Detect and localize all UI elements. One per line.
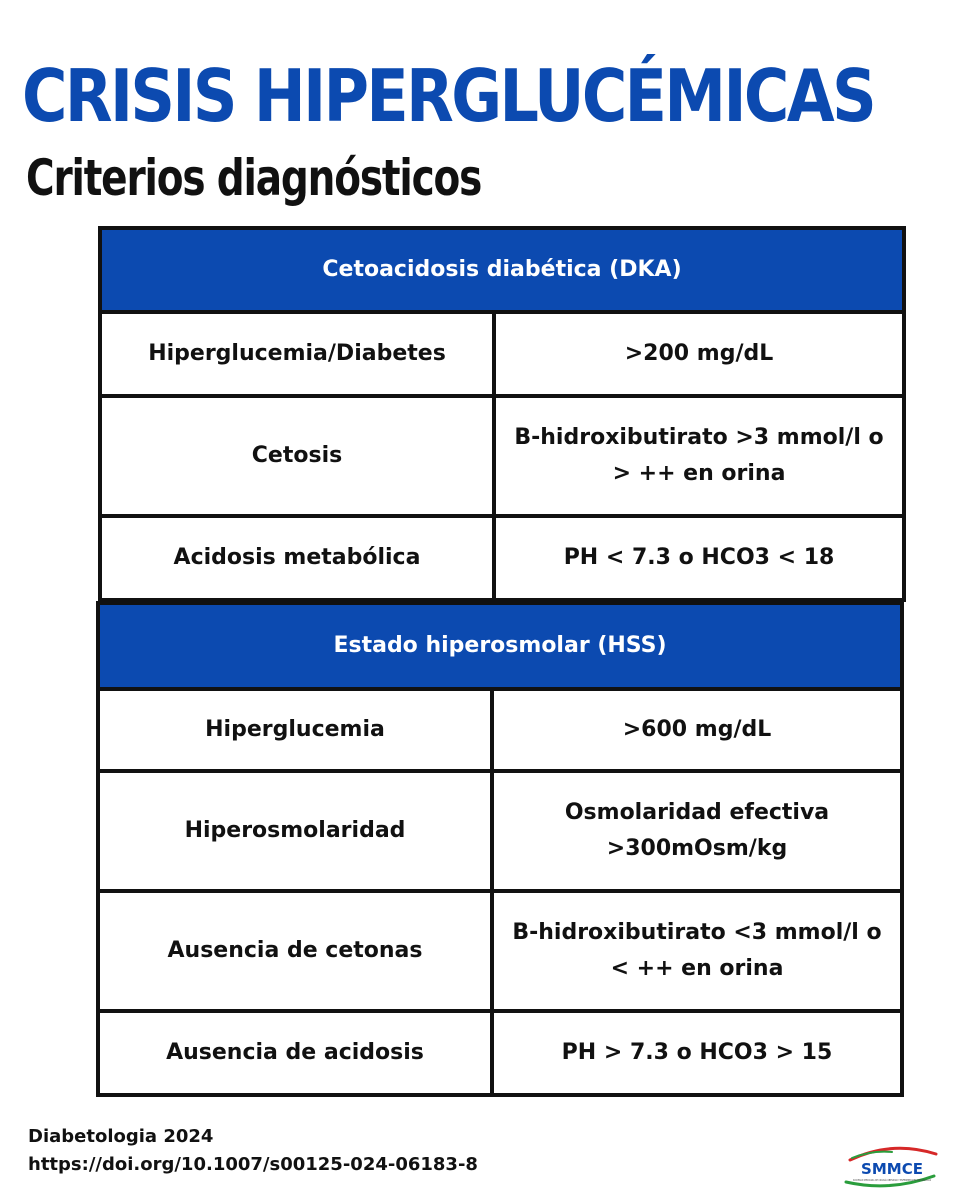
table-row <box>100 396 904 516</box>
value-cell: PH > 7.3 o HCO3 > 15 <box>492 1011 902 1095</box>
criterion-cell: Ausencia de cetonas <box>98 891 492 1011</box>
dka-criteria-table <box>98 226 906 602</box>
hhs-criteria-table <box>96 601 904 1097</box>
reference-journal: Diabetologia 2024 <box>28 1126 214 1147</box>
hhs-table-header: Estado hiperosmolar (HSS) <box>98 603 902 689</box>
criterion-cell: Ausencia de acidosis <box>98 1011 492 1095</box>
criterion-cell: Cetosis <box>100 396 494 516</box>
reference-doi-link[interactable]: https://doi.org/10.1007/s00125-024-06183-8 <box>28 1154 478 1175</box>
page-subtitle: Criterios diagnósticos <box>26 149 482 207</box>
table-row <box>100 516 904 600</box>
criterion-cell: Hiperglucemia <box>98 689 492 771</box>
value-cell: B-hidroxibutirato >3 mmol/l o > ++ en orina <box>494 396 904 516</box>
value-cell: B-hidroxibutirato <3 mmol/l o < ++ en orina <box>492 891 902 1011</box>
value-cell: >200 mg/dL <box>494 312 904 396</box>
table-row <box>98 891 902 1011</box>
value-cell: Osmolaridad efectiva >300mOsm/kg <box>492 771 902 891</box>
criterion-cell: Hiperglucemia/Diabetes <box>100 312 494 396</box>
value-cell: >600 mg/dL <box>492 689 902 771</box>
table-row <box>98 1011 902 1095</box>
smmce-logo <box>842 1146 956 1190</box>
page-title: CRISIS HIPERGLUCÉMICAS <box>22 54 875 138</box>
table-row <box>100 312 904 396</box>
criterion-cell: Hiperosmolaridad <box>98 771 492 891</box>
value-cell: PH < 7.3 o HCO3 < 18 <box>494 516 904 600</box>
logo-text: SMMCE <box>861 1160 923 1178</box>
criterion-cell: Acidosis metabólica <box>100 516 494 600</box>
dka-table-header: Cetoacidosis diabética (DKA) <box>100 228 904 312</box>
table-row <box>98 689 902 771</box>
table-row <box>98 771 902 891</box>
logo-tagline: SOCIEDAD MEXICANA DE CIRUGÍA OBESIDAD Y ENFERMEDADES METABÓLICAS <box>853 1179 956 1182</box>
